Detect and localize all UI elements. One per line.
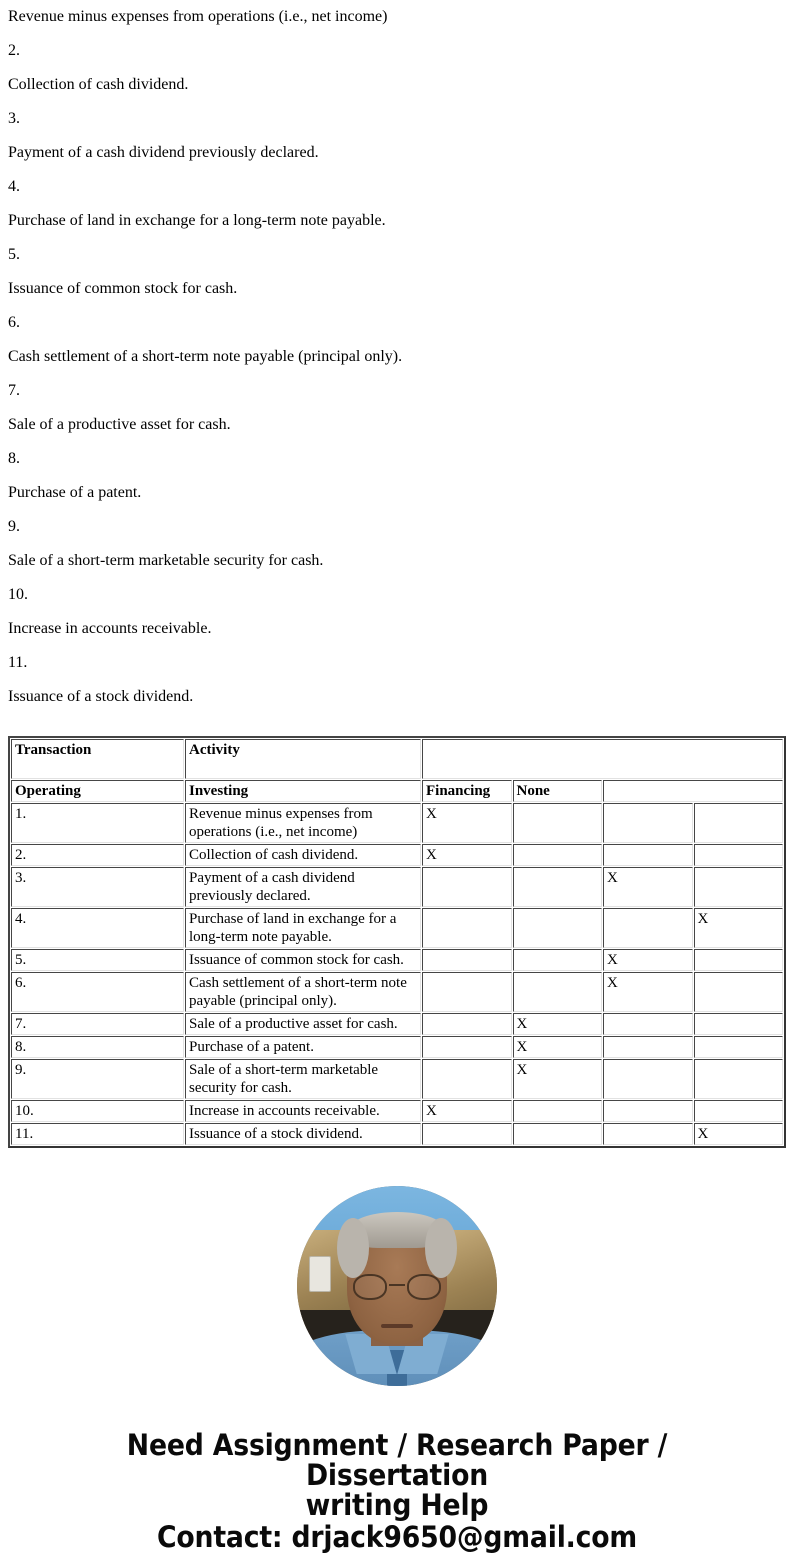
cell-mark-empty bbox=[422, 972, 512, 1012]
cell-mark-empty bbox=[694, 1100, 784, 1122]
cell-mark-empty bbox=[422, 1059, 512, 1099]
cell-activity-description: Issuance of a stock dividend. bbox=[185, 1123, 421, 1145]
transaction-activity-table bbox=[8, 736, 786, 1148]
intro-line: 6. bbox=[8, 314, 20, 331]
table-row bbox=[11, 1036, 783, 1058]
cell-mark-checked: X bbox=[603, 949, 693, 971]
header-activity: Activity bbox=[185, 739, 421, 779]
cell-mark-empty bbox=[603, 1100, 693, 1122]
table-row bbox=[11, 908, 783, 948]
intro-line: 10. bbox=[8, 586, 28, 603]
cell-mark-empty bbox=[694, 972, 784, 1012]
cell-mark-checked: X bbox=[694, 1123, 784, 1145]
intro-line: Purchase of land in exchange for a long-term note payable. bbox=[8, 212, 386, 229]
cell-transaction-number: 3. bbox=[11, 867, 184, 907]
cell-activity-description: Collection of cash dividend. bbox=[185, 844, 421, 866]
promo-headline bbox=[32, 1430, 762, 1552]
header-spacer bbox=[422, 739, 783, 779]
cell-mark-empty bbox=[603, 908, 693, 948]
intro-line: 4. bbox=[8, 178, 20, 195]
cell-mark-empty bbox=[694, 867, 784, 907]
intro-line: Increase in accounts receivable. bbox=[8, 620, 212, 637]
intro-text-block bbox=[0, 0, 794, 714]
cell-mark-empty bbox=[694, 1013, 784, 1035]
intro-line: Revenue minus expenses from operations (i.e., net income) bbox=[8, 8, 388, 25]
intro-line: 7. bbox=[8, 382, 20, 399]
table-row bbox=[11, 1059, 783, 1099]
cell-activity-description: Cash settlement of a short-term note payable (principal only). bbox=[185, 972, 421, 1012]
cell-mark-empty bbox=[694, 803, 784, 843]
cell-mark-empty bbox=[513, 972, 603, 1012]
cell-transaction-number: 5. bbox=[11, 949, 184, 971]
cell-transaction-number: 7. bbox=[11, 1013, 184, 1035]
header-none: None bbox=[513, 780, 603, 802]
cell-mark-empty bbox=[603, 1123, 693, 1145]
cell-mark-checked: X bbox=[603, 972, 693, 1012]
intro-line: Sale of a productive asset for cash. bbox=[8, 416, 231, 433]
cell-activity-description: Purchase of a patent. bbox=[185, 1036, 421, 1058]
cell-transaction-number: 2. bbox=[11, 844, 184, 866]
avatar-background-switch bbox=[309, 1256, 331, 1292]
cell-mark-empty bbox=[603, 1036, 693, 1058]
table-row bbox=[11, 1123, 783, 1145]
avatar-hair-left bbox=[337, 1218, 369, 1278]
cell-mark-empty bbox=[603, 1013, 693, 1035]
cell-mark-checked: X bbox=[422, 803, 512, 843]
avatar-mouth bbox=[381, 1324, 413, 1328]
cell-mark-empty bbox=[513, 1123, 603, 1145]
table-row bbox=[11, 949, 783, 971]
cell-mark-empty bbox=[513, 1100, 603, 1122]
cell-mark-empty bbox=[422, 867, 512, 907]
header-spacer-2 bbox=[603, 780, 783, 802]
table-row bbox=[11, 844, 783, 866]
cell-mark-checked: X bbox=[513, 1036, 603, 1058]
promo-line-3: Contact: drjack9650@gmail.com bbox=[156, 1520, 638, 1554]
avatar-eyeglass-bridge bbox=[389, 1284, 405, 1286]
avatar bbox=[297, 1186, 497, 1386]
cell-mark-checked: X bbox=[694, 908, 784, 948]
intro-line: 5. bbox=[8, 246, 20, 263]
avatar-eyeglass-left bbox=[353, 1274, 387, 1300]
cell-mark-empty bbox=[694, 949, 784, 971]
cell-activity-description: Issuance of common stock for cash. bbox=[185, 949, 421, 971]
intro-line: 9. bbox=[8, 518, 20, 535]
cell-mark-empty bbox=[694, 1059, 784, 1099]
cell-mark-empty bbox=[422, 1013, 512, 1035]
cell-transaction-number: 1. bbox=[11, 803, 184, 843]
table-row bbox=[11, 1013, 783, 1035]
intro-line: Payment of a cash dividend previously declared. bbox=[8, 144, 319, 161]
intro-line: Cash settlement of a short-term note payable (principal only). bbox=[8, 348, 403, 365]
intro-line: 8. bbox=[8, 450, 20, 467]
header-operating: Operating bbox=[11, 780, 184, 802]
cell-transaction-number: 6. bbox=[11, 972, 184, 1012]
intro-line: 11. bbox=[8, 654, 28, 671]
cell-transaction-number: 10. bbox=[11, 1100, 184, 1122]
promo-line-1: Need Assignment / Research Paper / Dissertation bbox=[126, 1428, 668, 1492]
table-row bbox=[11, 1100, 783, 1122]
avatar-block bbox=[0, 1186, 794, 1386]
cell-mark-checked: X bbox=[513, 1013, 603, 1035]
cell-activity-description: Purchase of land in exchange for a long-term note payable. bbox=[185, 908, 421, 948]
intro-line: Purchase of a patent. bbox=[8, 484, 142, 501]
cell-transaction-number: 9. bbox=[11, 1059, 184, 1099]
cell-mark-empty bbox=[513, 867, 603, 907]
cell-mark-checked: X bbox=[603, 867, 693, 907]
cell-activity-description: Increase in accounts receivable. bbox=[185, 1100, 421, 1122]
table-header-row-categories bbox=[11, 780, 783, 802]
cell-activity-description: Sale of a productive asset for cash. bbox=[185, 1013, 421, 1035]
activity-table-wrapper bbox=[0, 736, 794, 1148]
cell-activity-description: Sale of a short-term marketable security for cash. bbox=[185, 1059, 421, 1099]
promo-line-2: writing Help bbox=[305, 1488, 489, 1522]
cell-mark-empty bbox=[513, 908, 603, 948]
cell-mark-empty bbox=[694, 1036, 784, 1058]
table-row bbox=[11, 867, 783, 907]
header-investing: Investing bbox=[185, 780, 421, 802]
cell-activity-description: Revenue minus expenses from operations (i.e., net income) bbox=[185, 803, 421, 843]
cell-mark-checked: X bbox=[422, 1100, 512, 1122]
intro-line: Sale of a short-term marketable security for cash. bbox=[8, 552, 324, 569]
table-row bbox=[11, 972, 783, 1012]
cell-transaction-number: 8. bbox=[11, 1036, 184, 1058]
table-header-row-top bbox=[11, 739, 783, 779]
cell-mark-checked: X bbox=[513, 1059, 603, 1099]
intro-line: Issuance of a stock dividend. bbox=[8, 688, 194, 705]
intro-line: Issuance of common stock for cash. bbox=[8, 280, 238, 297]
cell-mark-empty bbox=[422, 1123, 512, 1145]
avatar-eyeglass-right bbox=[407, 1274, 441, 1300]
intro-line: 2. bbox=[8, 42, 20, 59]
cell-activity-description: Payment of a cash dividend previously declared. bbox=[185, 867, 421, 907]
cell-mark-checked: X bbox=[422, 844, 512, 866]
cell-mark-empty bbox=[513, 844, 603, 866]
cell-mark-empty bbox=[422, 949, 512, 971]
header-transaction: Transaction bbox=[11, 739, 184, 779]
avatar-hair-right bbox=[425, 1218, 457, 1278]
cell-mark-empty bbox=[603, 1059, 693, 1099]
cell-mark-empty bbox=[603, 844, 693, 866]
cell-mark-empty bbox=[603, 803, 693, 843]
intro-line: Collection of cash dividend. bbox=[8, 76, 189, 93]
table-row bbox=[11, 803, 783, 843]
cell-mark-empty bbox=[422, 1036, 512, 1058]
cell-transaction-number: 11. bbox=[11, 1123, 184, 1145]
cell-mark-empty bbox=[513, 803, 603, 843]
cell-mark-empty bbox=[422, 908, 512, 948]
cell-mark-empty bbox=[513, 949, 603, 971]
intro-line: 3. bbox=[8, 110, 20, 127]
header-financing: Financing bbox=[422, 780, 512, 802]
cell-mark-empty bbox=[694, 844, 784, 866]
cell-transaction-number: 4. bbox=[11, 908, 184, 948]
